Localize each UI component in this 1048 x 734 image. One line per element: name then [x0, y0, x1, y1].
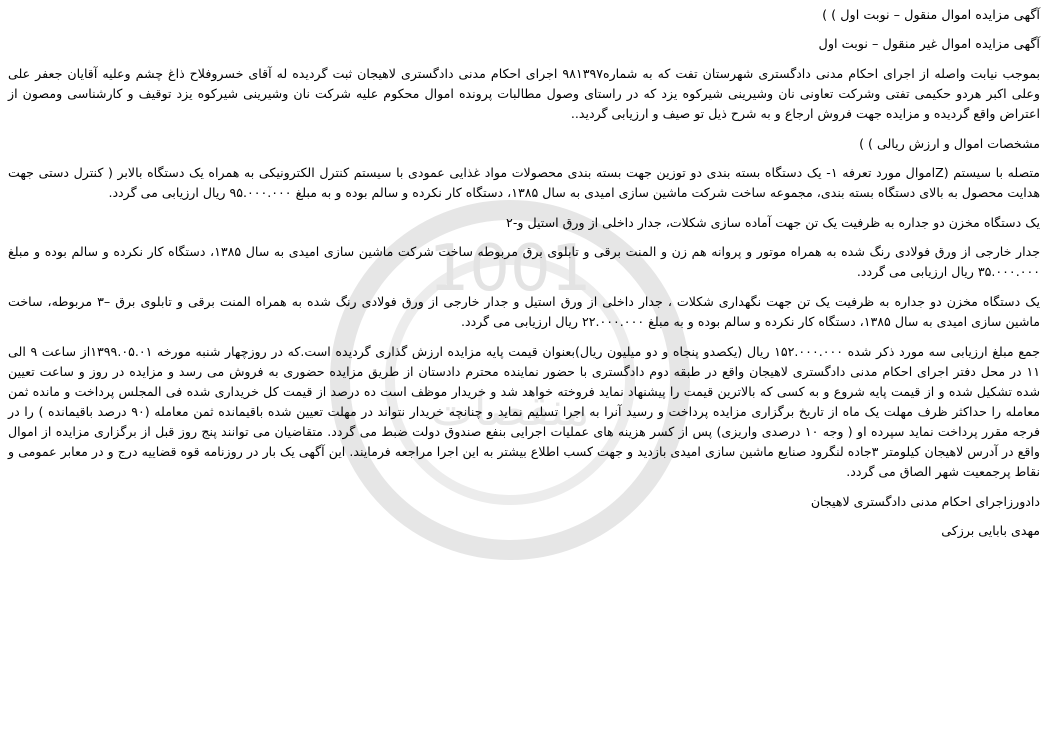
- terms-paragraph: جمع مبلغ ارزیابی سه مورد ذکر شده ۱۵۲.۰۰۰.۰۰۰ ریال (یکصدو پنجاه و دو میلیون ریال)بعنوان قیمت پایه مزایده ارزش گذاری گردیده است.که در روزچهار شنبه مورخه ۱۳۹۹.۰۵.۰۱از ساعت ۹ الی ۱۱ در محل دفتر اجرای احکام مدنی دادگستری لاهیجان واقع در طبقه دوم دادگستری با حضور نماینده محترم دادستان از طریق مزایده حضوری به فروش می رسد و مزایده در روز و ساعت تعیین شده تشکیل شده و از قیمت پایه شروع و به کسی که بالاترین قیمت را پیشنهاد نماید فروخته خواهد شد و خریدار موظف است ده درصد از قیمت کل خریداری شده فی المجلس پرداخت و مانده ثمن معامله را حداکثر ظرف مهلت یک ماه از تاریخ برگزاری مزایده پرداخت و رسید آنرا به اجرا تسلیم نماید و چنانچه خریدار نتواند در مهلت تعیین شده باقیمانده ثمن معامله (۹۰ درصد باقیمانده ) را در فرجه مقرر پرداخت نماید سپرده او ( وجه ۱۰ درصدی واریزی) پس از کسر هزینه های عملیات اجرایی بنفع صندوق دولت ضبط می گردد. متقاضیان می توانند پنج روز قبل از برگزاری مزایده از اموال واقع در آدرس لاهیجان کیلومتر ۳جاده لنگرود صنایع ماشین سازی امیدی بازدید و جهت کسب اطلاع بیشتر به این اجرا مراجعه فرمایند. این آگهی یک بار در روزنامه قوه قضاییه درج و در معابر عمومی و نقاط پرجمعیت شهر الصاق می گردد.: [8, 344, 1041, 479]
- signature-name: مهدی بابایی برزکی: [941, 523, 1040, 538]
- item-2-title: یک دستگاه مخزن دو جداره به ظرفیت یک تن جهت آماده سازی شکلات، جدار داخلی از ورق استیل و-۲: [506, 215, 1040, 230]
- announcement-text: [8, 6, 1040, 550]
- intro-paragraph: بموجب نیابت واصله از اجرای احکام مدنی دادگستری شهرستان تفت که به شماره۹۸۱۳۹۷ اجرای احکام مدنی دادگستری لاهیجان ثبت گردیده له آقای خسروفلاح ذاغ چشم وعلیه آقایان جعفر علی وعلی اکبر هردو حکیمی تفتی وشرکت تعاونی نان وشیرینی شیرکوه یزد که در راستای وصول مطالبات پرونده اموال محکوم علیه شرکت نان وشیرینی شیرکوه یزد توقیف و کارشناسی ومصون از اعتراض واقع گردیده و مزایده جهت فروش ارجاع و به شرح ذیل تو صیف و ارزیابی گردید..: [8, 66, 1041, 121]
- specs-heading: مشخصات اموال و ارزش ریالی ) ): [859, 136, 1040, 151]
- item-3-paragraph: یک دستگاه مخزن دو جداره به ظرفیت یک تن جهت نگهداری شکلات ، جدار داخلی از ورق استیل و جدار خارجی از ورق فولادی رنگ شده به همراه المنت برقی و تابلوی برق –۳ مربوطه، ساخت ماشین سازی امیدی به سال ۱۳۸۵، دستگاه کار نکرده و سالم بوده و به مبلغ ۲۲.۰۰۰.۰۰۰ ریال ارزیابی می گردد.: [8, 294, 1040, 329]
- signature-office: دادورزاجرای احکام مدنی دادگستری لاهیجان: [810, 494, 1040, 509]
- heading-movable-auction: آگهی مزایده اموال منقول – نوبت اول ) ): [822, 8, 1040, 23]
- item-2-paragraph: جدار خارجی از ورق فولادی رنگ شده به همراه موتور و پروانه هم زن و المنت برقی و تابلوی برق مربوطه ساخت شرکت ماشین سازی امیدی به سال ۱۳۸۵، دستگاه کار نکرده و سالم بوده و مبلغ ۳۵.۰۰۰.۰۰۰ ریال ارزیابی می گردد.: [8, 244, 1040, 279]
- svg-text:1001: 1001: [428, 232, 592, 306]
- item-1-paragraph: متصله با سیستم (Zاموال مورد تعرفه ۱- یک دستگاه بسته بندی دو توزین جهت بسته بندی محصولات مواد غذایی عمودی با سیستم کنترل الکترونیکی به همراه یک دستگاه بالابر ( کنترل دستی جهت هدایت محصول به بالای دستگاه بسته بندی، مجموعه ساخت شرکت ماشین سازی امیدی به سال ۱۳۸۵، دستگاه کار نکرده و سالم بوده و به مبلغ ۹۵.۰۰۰.۰۰۰ ریال ارزیابی می گردد.: [8, 165, 1040, 200]
- heading-immovable-auction: آگهی مزایده اموال غیر منقول – نوبت اول: [818, 37, 1040, 52]
- svg-text:منقصات: منقصات: [430, 382, 590, 436]
